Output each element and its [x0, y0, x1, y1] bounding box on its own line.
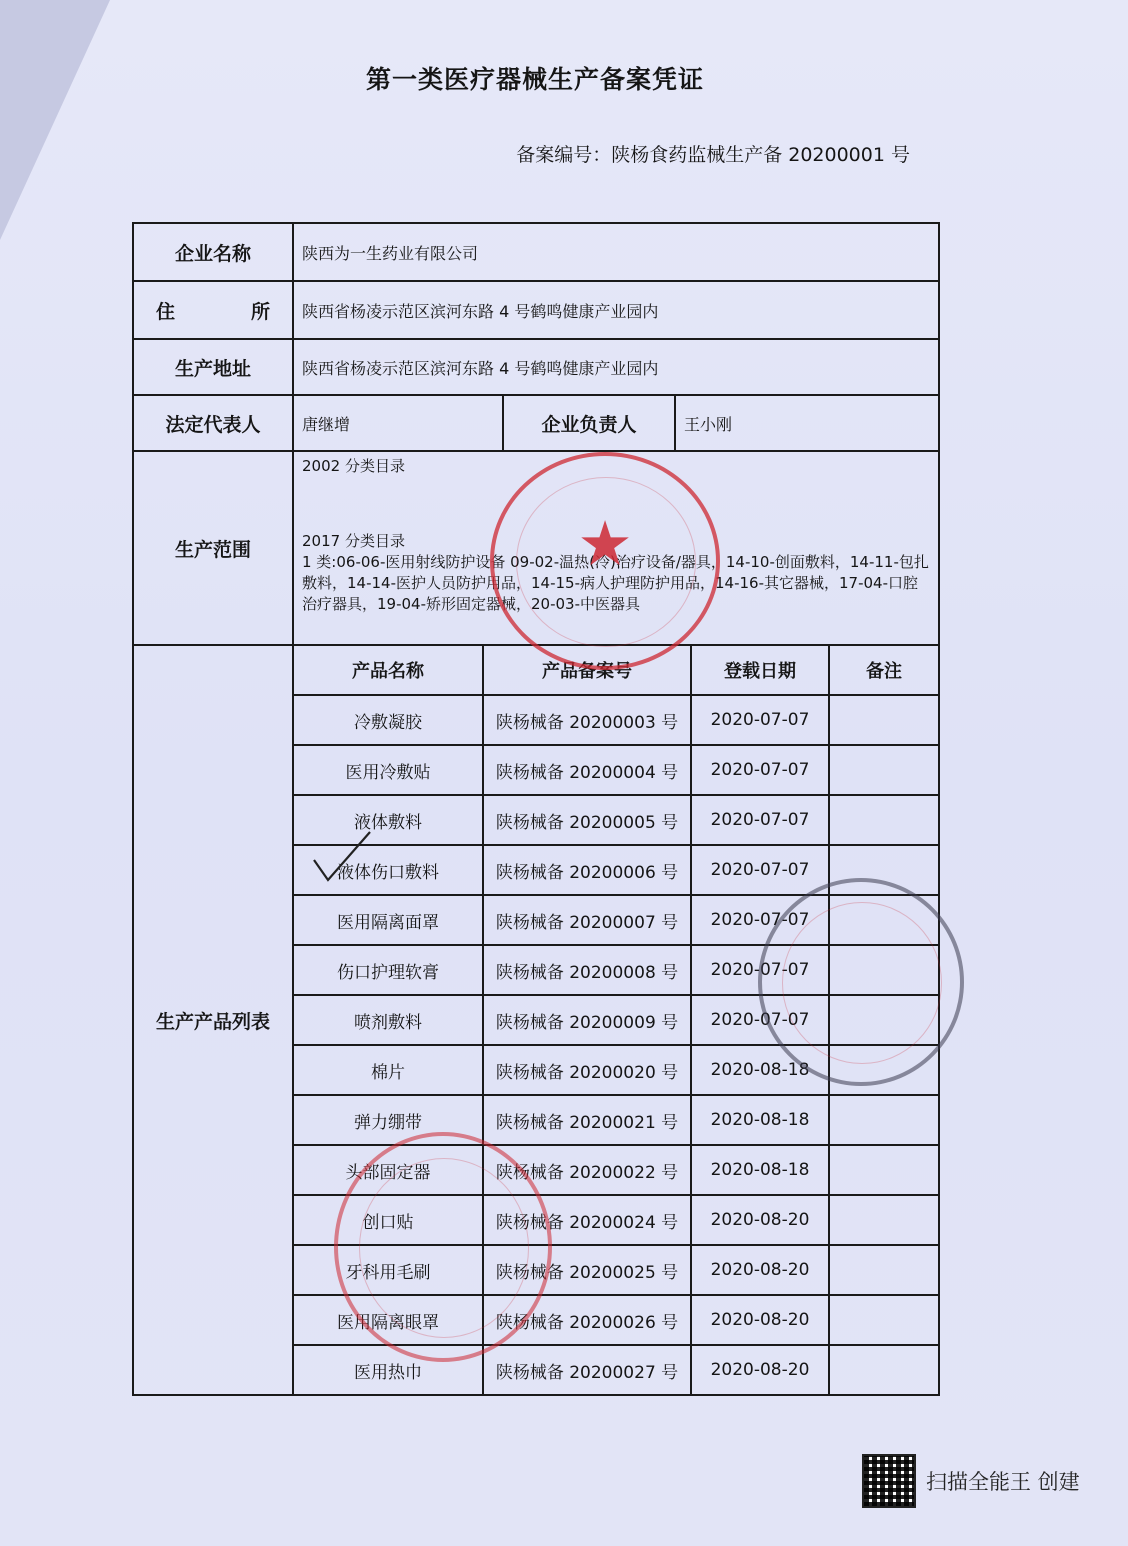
cell-remarks	[829, 945, 938, 995]
cell-date: 2020-07-07	[691, 995, 829, 1045]
row-scope	[133, 451, 939, 645]
footer-app-text: 扫描全能王 创建	[926, 1470, 1080, 1494]
cell-remarks	[829, 1145, 938, 1195]
cell-product-name: 创口贴	[294, 1195, 483, 1245]
legal-rep-value: 唐继增	[293, 395, 503, 451]
cell-date: 2020-07-07	[691, 845, 829, 895]
head-label: 企业负责人	[503, 395, 675, 451]
cell-date: 2020-07-07	[691, 895, 829, 945]
cell-date: 2020-08-20	[691, 1195, 829, 1245]
table-row	[294, 1045, 938, 1095]
residence-value: 陕西省杨凌示范区滨河东路 4 号鹤鸣健康产业园内	[293, 281, 939, 339]
cell-remarks	[829, 845, 938, 895]
cell-product-name: 伤口护理软膏	[294, 945, 483, 995]
cell-record-number: 陕杨械备 20200027 号	[483, 1345, 691, 1394]
table-row	[294, 795, 938, 845]
row-company-name	[133, 223, 939, 281]
cell-date: 2020-08-18	[691, 1045, 829, 1095]
table-row	[294, 895, 938, 945]
cell-remarks	[829, 795, 938, 845]
cell-date: 2020-08-18	[691, 1145, 829, 1195]
cell-product-name: 冷敷凝胶	[294, 695, 483, 745]
product-table-header	[294, 646, 938, 695]
header-date: 登载日期	[691, 646, 829, 695]
production-address-label: 生产地址	[133, 339, 293, 395]
product-table	[294, 646, 938, 1394]
header-product-name: 产品名称	[294, 646, 483, 695]
scanner-footer	[862, 1454, 1080, 1508]
cell-remarks	[829, 695, 938, 745]
company-name-value: 陕西为一生药业有限公司	[293, 223, 939, 281]
cell-record-number: 陕杨械备 20200021 号	[483, 1095, 691, 1145]
cell-product-name: 医用热巾	[294, 1345, 483, 1394]
cell-product-name: 头部固定器	[294, 1145, 483, 1195]
cell-date: 2020-07-07	[691, 795, 829, 845]
cell-product-name: 液体伤口敷料	[294, 845, 483, 895]
cell-product-name: 液体敷料	[294, 795, 483, 845]
cell-product-name: 牙科用毛刷	[294, 1245, 483, 1295]
cell-remarks	[829, 995, 938, 1045]
scope-2017: 2017 分类目录	[302, 532, 405, 550]
cell-product-name: 医用隔离面罩	[294, 895, 483, 945]
cell-date: 2020-07-07	[691, 695, 829, 745]
cell-date: 2020-08-18	[691, 1095, 829, 1145]
table-row	[294, 695, 938, 745]
cell-record-number: 陕杨械备 20200008 号	[483, 945, 691, 995]
products-cell	[293, 645, 939, 1395]
cell-record-number: 陕杨械备 20200020 号	[483, 1045, 691, 1095]
cell-product-name: 医用冷敷贴	[294, 745, 483, 795]
table-row	[294, 995, 938, 1045]
table-row	[294, 1245, 938, 1295]
cell-date: 2020-07-07	[691, 745, 829, 795]
row-representatives	[133, 395, 939, 451]
scope-value	[293, 451, 939, 645]
cell-record-number: 陕杨械备 20200009 号	[483, 995, 691, 1045]
document-title: 第一类医疗器械生产备案凭证	[365, 65, 704, 94]
table-row	[294, 845, 938, 895]
table-row	[294, 945, 938, 995]
cell-date: 2020-07-07	[691, 945, 829, 995]
cell-remarks	[829, 1295, 938, 1345]
cell-remarks	[829, 895, 938, 945]
cell-record-number: 陕杨械备 20200007 号	[483, 895, 691, 945]
cell-product-name: 弹力绷带	[294, 1095, 483, 1145]
table-row	[294, 1195, 938, 1245]
cell-product-name: 棉片	[294, 1045, 483, 1095]
products-label: 生产产品列表	[133, 645, 293, 1395]
production-address-value: 陕西省杨凌示范区滨河东路 4 号鹤鸣健康产业园内	[293, 339, 939, 395]
checkmark-icon	[312, 830, 372, 886]
header-remarks: 备注	[829, 646, 938, 695]
scope-label: 生产范围	[133, 451, 293, 645]
cell-remarks	[829, 1195, 938, 1245]
header-record-number: 产品备案号	[483, 646, 691, 695]
table-row	[294, 1095, 938, 1145]
cell-remarks	[829, 1045, 938, 1095]
cell-date: 2020-08-20	[691, 1345, 829, 1394]
cell-product-name: 医用隔离眼罩	[294, 1295, 483, 1345]
record-number: 备案编号：陕杨食药监械生产备 20200001 号	[516, 144, 910, 166]
cell-record-number: 陕杨械备 20200003 号	[483, 695, 691, 745]
cell-record-number: 陕杨械备 20200026 号	[483, 1295, 691, 1345]
table-row	[294, 745, 938, 795]
cell-record-number: 陕杨械备 20200005 号	[483, 795, 691, 845]
cell-remarks	[829, 1345, 938, 1394]
cell-record-number: 陕杨械备 20200022 号	[483, 1145, 691, 1195]
head-value: 王小刚	[675, 395, 939, 451]
cell-record-number: 陕杨械备 20200025 号	[483, 1245, 691, 1295]
table-row	[294, 1145, 938, 1195]
table-row	[294, 1345, 938, 1394]
table-row	[294, 1295, 938, 1345]
company-name-label: 企业名称	[133, 223, 293, 281]
legal-rep-label: 法定代表人	[133, 395, 293, 451]
cell-date: 2020-08-20	[691, 1295, 829, 1345]
seal-star-icon: ★	[577, 507, 633, 581]
residence-label-b: 所	[250, 300, 270, 323]
folded-corner	[0, 0, 110, 240]
cell-remarks	[829, 1245, 938, 1295]
cell-record-number: 陕杨械备 20200024 号	[483, 1195, 691, 1245]
qr-code-icon	[862, 1454, 916, 1508]
cell-product-name: 喷剂敷料	[294, 995, 483, 1045]
cell-record-number: 陕杨械备 20200004 号	[483, 745, 691, 795]
residence-label	[133, 281, 293, 339]
cell-date: 2020-08-20	[691, 1245, 829, 1295]
certificate-table	[132, 222, 940, 1396]
scope-2017-details: 1 类:06-06-医用射线防护设备 09-02-温热(冷)治疗设备/器具，14-10-创面敷料，14-11-包扎敷料，14-14-医护人员防护用品，14-15-病人护理防护用品，14-16-其它器械，17-04-口腔治疗器具，19-04-矫形固定器械，20-03-中医器具	[302, 553, 929, 613]
residence-label-a: 住	[156, 300, 176, 323]
cell-record-number: 陕杨械备 20200006 号	[483, 845, 691, 895]
row-production-address	[133, 339, 939, 395]
scope-2002: 2002 分类目录	[302, 457, 405, 475]
cell-remarks	[829, 745, 938, 795]
row-residence	[133, 281, 939, 339]
cell-remarks	[829, 1095, 938, 1145]
row-products	[133, 645, 939, 1395]
